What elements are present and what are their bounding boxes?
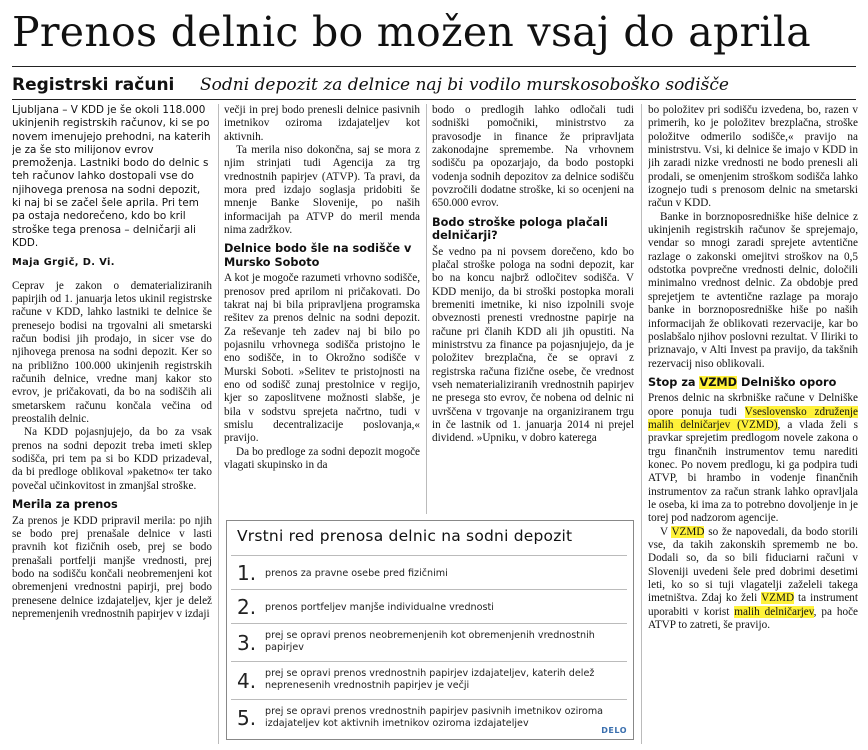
column-divider bbox=[218, 104, 219, 744]
infobox-item bbox=[231, 589, 627, 624]
body-paragraph: Še vedno pa ni povsem dorečeno, kdo bo plačal stroške pologa na sodni depozit, kar bo na koncu najbrž odločitev sodišča. V KDD menijo, da bi stroški postopka morali bremeniti imetnike, ki niso izpolnili svoje obveznosti prenesti vrednostne papirje na račune pri članih KDD ali jih opustiti. Na ministrstvu za finance pa pojasnjujejo, da je položitev brezplačna, če se opravi z registrska računa fizične osebe, če vrednost vseh nematerializiranih vrednostnih papirjev ne presega sto evrov, če nobena od delnic ni uvrščena v trgovanje na organiziranem trgu in če lastnik od 1. januarja 2014 ni prejel dividend. »Upniku, v dobro katerega bbox=[432, 245, 634, 445]
infobox-item bbox=[231, 555, 627, 590]
body-paragraph: Banke in borznoposredniške hiše delnice z ukinjenih registrskih računov še sprejemajo, vendar so mnogi zaradi sprejete avtentične razlage o zakonski omejitvi stroškov na 0,5 odstotka povprečne vrednosti delnic, določili minimalno vrednost delnic. Za obdobje pred sprejetjem te avtentične razlage pa morajo banke in borznoposredniške hiše po naših informacijah že oblikovati rezervacije, kar bo poslabšalo njihov poslovni rezultat. V Iliriki to priznavajo, v Alti Invest pa pravijo, da takšnih rezervacij niso oblikovali. bbox=[648, 210, 858, 370]
column-4 bbox=[648, 104, 858, 744]
text-run: so že napovedali, da bodo storili vse, da takih zakonskih sprememb ne bo. Dodali so, da so bili fiduciarni računi v Sloveniji uvedeni šele pred dobrimi desetimi leti, ko so si tuji vlagatelji zaželeli takega imetništva. Zdaj ko želi bbox=[648, 525, 858, 605]
headline: Prenos delnic bo možen vsaj do aprila bbox=[12, 8, 811, 56]
subhead-rule bbox=[12, 99, 856, 100]
body-paragraph bbox=[648, 392, 858, 525]
column-divider bbox=[426, 104, 427, 514]
text-run: ta instrument uporabiti v korist bbox=[648, 592, 858, 618]
heading-text: Stop za bbox=[648, 375, 700, 389]
byline: Maja Grgič, D. Vi. bbox=[12, 257, 115, 269]
heading-text: Delniško oporo bbox=[737, 375, 837, 389]
subheadline: Sodni depozit za delnice naj bi vodilo murskosoboško sodišče bbox=[200, 75, 729, 95]
section-heading-stroski: Bodo stroške pologa plačali delničarji? bbox=[432, 215, 608, 243]
source-logo: DELO bbox=[601, 726, 627, 735]
item-text: prej se opravi prenos vrednostnih papirjev pasivnih imetnikov oziroma izdajateljev kot aktivnih imetnikov oziroma izdajateljev bbox=[265, 706, 604, 729]
item-number: 2. bbox=[237, 595, 257, 619]
highlight: VZMD bbox=[761, 592, 795, 605]
highlight: malih delničarjev bbox=[734, 605, 814, 618]
item-number: 4. bbox=[237, 669, 257, 693]
body-paragraph: A kot je mogoče razumeti vrhovno sodišče, prenosov pred aprilom ni pričakovati. Do takrat naj bi bila pripravljena programska rešitev za prenos delnic na sodni depozit. Za reševanje teh zadev naj bi bilo po pojasnilu vrhovnega sodišča pristojno le eno sodišče, in to Okrožno sodišče v Murski Soboti. »Selitev te pristojnosti na eno od sodišč zunaj prestolnice v regijo, kjer so zaposlitvene možnosti slabše, je bila v sodstvu sprejeta načrtno, tudi v smislu decentralizacije poslovanja,« pravijo. bbox=[224, 272, 420, 445]
text-run: , a vlada želi s pravkar sprejetim predlogom novele zakona o trgu finančnih instrumentov temu narediti konec. Po novem predlogu, ki ga podpira tudi ATVP, bi hrambo in vodenje finančnih instrumentov za račun strank lahko opravljala le oseba, ki ima za to potrebno dovoljenje in je torej pod nadzorom agencije. bbox=[648, 418, 858, 525]
text-run: V bbox=[660, 525, 672, 538]
section-heading-murska-sobota: Delnice bodo šle na sodišče v Mursko Soboto bbox=[224, 242, 412, 269]
item-text: prenos za pravne osebe pred fizičnimi bbox=[265, 568, 448, 579]
column-1 bbox=[12, 104, 212, 744]
highlight: VZMD bbox=[699, 375, 738, 389]
body-paragraph: bodo o predlogih lahko odločali tudi sodniški pomočniki, ministrstvo za pravosodje in finance že pripravljata zakonodajne spremembe. Na vrhovnem sodišču pa opozarjajo, da bodo postopki vodenja sodnih depozitov za delnice sodišču povzročili dodatne stroške, ki so ocenjeni na 650.000 evrov. bbox=[432, 104, 634, 210]
column-3 bbox=[432, 104, 634, 524]
infobox-title: Vrstni red prenosa delnic na sodni depozit bbox=[237, 527, 573, 545]
section-heading-merila: Merila za prenos bbox=[12, 498, 118, 512]
text-run: , pa hoče ATVP to zatreti, še pravijo. bbox=[648, 605, 858, 632]
column-2 bbox=[224, 104, 420, 524]
body-paragraph: bo položitev pri sodišču izvedena, bo, razen v primerih, ko je položitev brezplačna, stroške položitve odmerilo sodišče,« pravijo na ministrstvu. Vsi, ki delnice še imajo v KDD in jih zaradi nizke vrednosti ne bodo prenesli ali prodali, se omenjenim stroškom sodišča lahko izognejo tudi s prenosom delnic na smetarski račun v KDD. bbox=[648, 104, 858, 210]
section-heading-vzmd bbox=[648, 376, 858, 389]
item-text: prej se opravi prenos vrednostnih papirjev izdajateljev, katerih delež neprenesenih vrednostnih papirjev je večji bbox=[265, 668, 595, 691]
body-paragraph: Da bo predloge za sodni depozit mogoče vlagati skupinsko in da bbox=[224, 445, 420, 472]
body-paragraph: večji in prej bodo prenesli delnice pasivnih imetnikov oziroma izdajateljev kot aktivnih. bbox=[224, 104, 420, 143]
highlight: VZMD bbox=[671, 525, 705, 538]
infobox-item bbox=[231, 661, 627, 700]
item-text: prej se opravi prenos neobremenjenih kot obremenjenih vrednostnih papirjev bbox=[265, 630, 595, 653]
infobox-item bbox=[231, 623, 627, 662]
kicker: Registrski računi bbox=[12, 75, 175, 95]
body-paragraph: Ta merila niso dokončna, saj se mora z njim strinjati tudi Agencija za trg vrednostnih papirjev (ATVP). Ta pravi, da mora pred izdajo soglasja pridobiti še mnenje Banke Slovenije, po naših informacijah pa ATVP do meril menda nima zadržkov. bbox=[224, 144, 420, 237]
headline-rule bbox=[12, 66, 856, 67]
infobox-item bbox=[231, 699, 627, 736]
infobox bbox=[226, 520, 634, 740]
column-divider bbox=[641, 104, 642, 744]
body-paragraph: Na KDD pojasnjujejo, da bo za vsak prenos na sodni depozit treba imeti sklep sodišča, pri tem pa si bo KDD prizadeval, da bi predloge oblikoval »paketno« ter tako povečal učinkovitost in zmanjšal stroške. bbox=[12, 426, 212, 492]
item-number: 1. bbox=[237, 561, 257, 585]
item-text: prenos portfeljev manjše individualne vrednosti bbox=[265, 602, 494, 613]
lead-paragraph: Ljubljana – V KDD je še okoli 118.000 ukinjenih registrskih računov, ki se po novem imenujejo prehodni, na katerih je za še sto milijonov evrov premoženja. Lastniki bodo do delnic s teh računov lahko dostopali vse do njihovega prenosa na sodni depozit, ki naj bi se začel šele aprila. Pri tem pa ostaja nedorečeno, kdo bo kril stroške tega prenosa – delničarji ali KDD. bbox=[12, 104, 211, 249]
text-run: Prenos delnic na skrbniške račune v Delniške opore ponuja tudi bbox=[648, 392, 858, 418]
body-paragraph bbox=[648, 526, 858, 633]
highlight: Vseslovensko združenje malih delničarjev (VZMD) bbox=[648, 405, 858, 431]
body-paragraph: Ceprav je zakon o dematerializiranih papirjih od 1. januarja letos ukinil registrske račune v KDD, lahko lastniki te delnice še prenesejo bodisi na trgovalni ali smetarski račun bodisi jih prodajo, in sicer vse do njihovega prenosa na sodni depozit. Ker so na približno 100.000 ukinjenih registrskih računih delnice, vredne manj kakor sto evrov, je pričakovati, da bo na sodiščih ali smetarskem računu končala večina od preostalih delnic. bbox=[12, 279, 212, 426]
body-paragraph: Za prenos je KDD pripravil merila: po njih se bodo prej prenašale delnice v lasti pravnih kot fizičnih oseb, prej se bodo prenašali portfelji manjše vrednosti, prej bodo na sodišču končali neobremenjeni kot obremenjeni vrednostni papirji, prej bodo prenesene delnice izdajateljev, kjer je delež nepremenjenih vrednostnih papirjev v izdaji bbox=[12, 514, 212, 620]
item-number: 3. bbox=[237, 631, 257, 655]
item-number: 5. bbox=[237, 706, 257, 730]
